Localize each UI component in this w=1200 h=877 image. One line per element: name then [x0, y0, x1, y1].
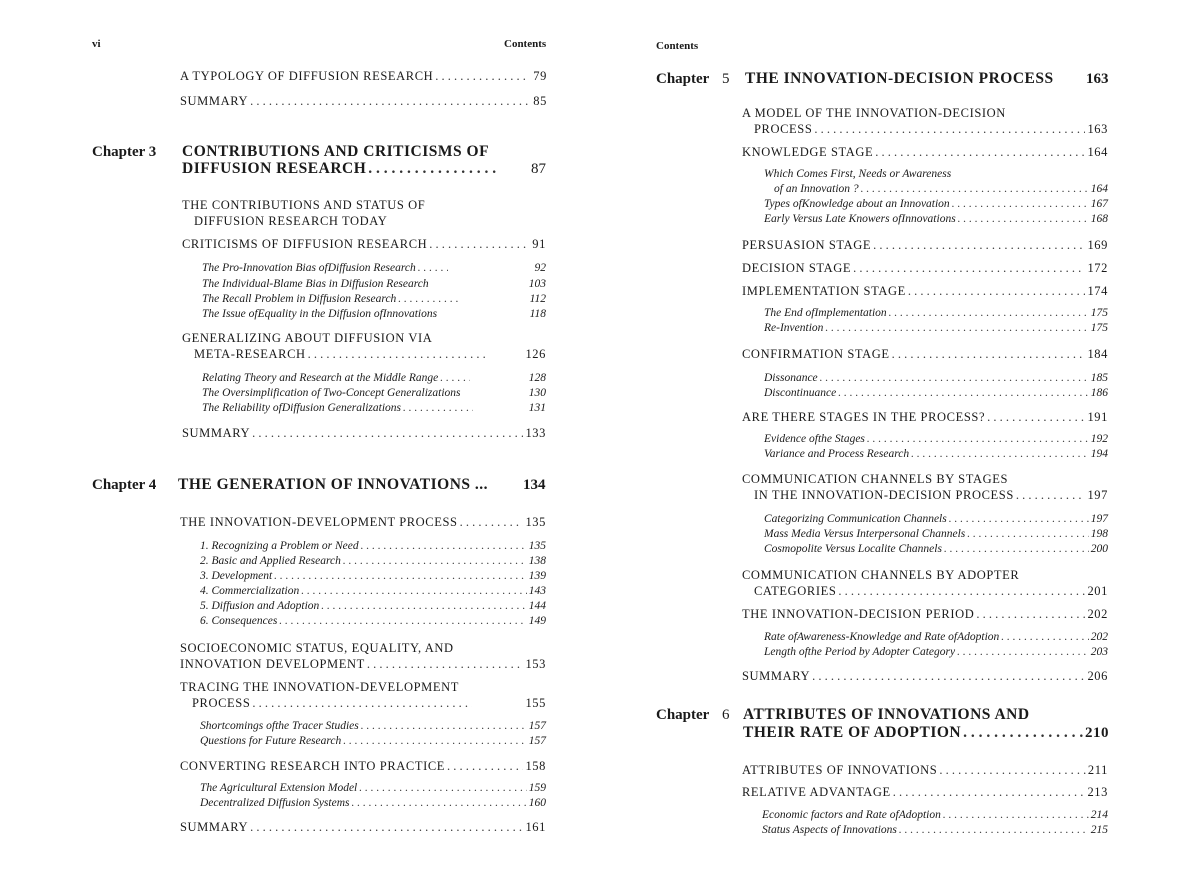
toc-entry-confirmation[interactable]: CONFIRMATION STAGE . . . 184 — [742, 347, 1108, 362]
toc-entry-summary[interactable]: SUMMARY . . . 206 — [742, 669, 1108, 684]
toc-entry-generalizing[interactable]: GENERALIZING ABOUT DIFFUSION VIA — [182, 331, 433, 345]
toc-entry-adopter-line2[interactable]: CATEGORIES . . . 201 — [754, 584, 1108, 599]
toc-entry-period[interactable]: THE INNOVATION-DECISION PERIOD . . . 202 — [742, 607, 1108, 622]
toc-subentry[interactable]: The Reliability ofDiffusion Generalizations . . . 131 — [202, 402, 546, 414]
toc-entry-summary[interactable]: SUMMARY . . . 133 — [182, 426, 546, 441]
toc-subentry[interactable]: Evidence ofthe Stages . . . 192 — [764, 433, 1108, 445]
chapter-page: 163 — [1086, 71, 1109, 87]
entry-page: 85 — [533, 94, 547, 108]
toc-entry-attributes[interactable]: ATTRIBUTES OF INNOVATIONS . . . 211 — [742, 763, 1108, 778]
toc-subentry[interactable]: Length ofthe Period by Adopter Category . . . 203 — [764, 646, 1108, 658]
toc-entry-socioeconomic[interactable]: SOCIOECONOMIC STATUS, EQUALITY, AND — [180, 641, 454, 655]
toc-subentry[interactable]: 2. Basic and Applied Research . . . 138 — [200, 555, 546, 567]
toc-entry-channels-line2[interactable]: IN THE INNOVATION-DECISION PROCESS . . . 197 — [754, 488, 1108, 503]
chapter-number: 6 — [722, 707, 730, 723]
toc-subentry[interactable]: Dissonance . . . 185 — [764, 372, 1108, 384]
toc-entry-tracing[interactable]: TRACING THE INNOVATION-DEVELOPMENT — [180, 680, 459, 694]
toc-entry-socioeconomic-line2[interactable]: INNOVATION DEVELOPMENT . . . 153 — [180, 657, 546, 672]
toc-subentry[interactable]: Economic factors and Rate ofAdoption . . . 214 — [762, 809, 1108, 821]
toc-entry-converting[interactable]: CONVERTING RESEARCH INTO PRACTICE . . . 158 — [180, 759, 546, 774]
toc-entry-contributions-line2[interactable]: DIFFUSION RESEARCH TODAY — [194, 214, 388, 228]
entry-page: 79 — [533, 69, 547, 83]
toc-subentry[interactable]: Categorizing Communication Channels . . . 197 — [764, 513, 1108, 525]
toc-subentry[interactable]: 1. Recognizing a Problem or Need . . . 135 — [200, 540, 546, 552]
chapter-label: Chapter 3 — [92, 144, 157, 160]
toc-subentry[interactable]: The Issue ofEquality in the Diffusion ofInnovations 118 — [202, 308, 546, 320]
toc-subentry[interactable]: 5. Diffusion and Adoption . . . 144 — [200, 600, 546, 612]
toc-subentry[interactable]: Re-Invention . . . 175 — [764, 322, 1108, 334]
running-head: Contents — [504, 38, 547, 50]
toc-entry-model-line2[interactable]: PROCESS . . . 163 — [754, 122, 1108, 137]
toc-subentry[interactable]: Types ofKnowledge about an Innovation . . . 167 — [764, 198, 1108, 210]
toc-subentry[interactable]: Rate ofAwareness-Knowledge and Rate ofAdoption . . . 202 — [764, 631, 1108, 643]
chapter-page: 210 — [1085, 725, 1109, 741]
chapter-title-line2[interactable]: THEIR RATE OF ADOPTION . . . 210 — [743, 724, 1109, 742]
toc-entry-contributions[interactable]: THE CONTRIBUTIONS AND STATUS OF — [182, 198, 426, 212]
chapter-label: Chapter 4 — [92, 477, 157, 493]
toc-subentry[interactable]: Early Versus Late Knowers ofInnovations . . . 168 — [764, 213, 1108, 225]
chapter-number: 5 — [722, 71, 730, 87]
toc-subentry[interactable]: Status Aspects of Innovations . . . 215 — [762, 824, 1108, 836]
toc-subentry[interactable]: 6. Consequences . . . 149 — [200, 615, 546, 627]
toc-subentry[interactable]: The Recall Problem in Diffusion Research . . . 112 — [202, 293, 546, 305]
chapter-page: 134 — [523, 477, 546, 493]
toc-entry-typology[interactable]: A TYPOLOGY OF DIFFUSION RESEARCH . . . 79 — [180, 69, 547, 84]
toc-entry-stages[interactable]: ARE THERE STAGES IN THE PROCESS? . . . 191 — [742, 410, 1108, 425]
toc-subentry[interactable]: Shortcomings ofthe Tracer Studies . . . 157 — [200, 720, 546, 732]
right-page — [600, 0, 1200, 877]
toc-entry-relative-advantage[interactable]: RELATIVE ADVANTAGE . . . 213 — [742, 785, 1108, 800]
toc-subentry[interactable]: Cosmopolite Versus Localite Channels . . . 200 — [764, 543, 1108, 555]
toc-entry-summary[interactable]: SUMMARY . . . 85 — [180, 94, 547, 109]
toc-subentry[interactable]: Variance and Process Research . . . 194 — [764, 448, 1108, 460]
chapter-label: Chapter — [656, 71, 710, 87]
running-head: Contents — [656, 40, 699, 52]
chapter-title[interactable]: CONTRIBUTIONS AND CRITICISMS OF — [182, 143, 490, 160]
toc-entry-generalizing-line2[interactable]: META-RESEARCH . . . 126 — [194, 347, 546, 362]
chapter-title[interactable]: THE GENERATION OF INNOVATIONS ... — [178, 476, 489, 493]
toc-subentry[interactable]: 3. Development . . . 139 — [200, 570, 546, 582]
chapter-title[interactable]: ATTRIBUTES OF INNOVATIONS AND — [743, 706, 1030, 723]
chapter-title-line2[interactable]: DIFFUSION RESEARCH . . . — [182, 160, 498, 178]
toc-entry-persuasion[interactable]: PERSUASION STAGE . . . 169 — [742, 238, 1108, 253]
toc-entry-model[interactable]: A MODEL OF THE INNOVATION-DECISION — [742, 106, 1006, 120]
toc-entry-summary[interactable]: SUMMARY . . . 161 — [180, 820, 546, 835]
toc-subentry[interactable]: 4. Commercialization . . . 143 — [200, 585, 546, 597]
toc-subentry-line2[interactable]: of an Innovation ? . . . 164 — [774, 183, 1108, 195]
chapter-title[interactable]: THE INNOVATION-DECISION PROCESS — [745, 70, 1054, 87]
toc-subentry[interactable]: Decentralized Diffusion Systems . . . 160 — [200, 797, 546, 809]
toc-entry-knowledge[interactable]: KNOWLEDGE STAGE . . . 164 — [742, 145, 1108, 160]
page-number: vi — [92, 38, 101, 50]
toc-subentry[interactable]: The Agricultural Extension Model . . . 159 — [200, 782, 546, 794]
chapter-label: Chapter — [656, 707, 710, 723]
toc-subentry[interactable]: Mass Media Versus Interpersonal Channels . . . 198 — [764, 528, 1108, 540]
toc-subentry[interactable]: The End ofImplementation . . . 175 — [764, 307, 1108, 319]
toc-subentry[interactable]: The Pro-Innovation Bias ofDiffusion Research . . . 92 — [202, 262, 546, 274]
toc-subentry[interactable]: The Oversimplification of Two-Concept Generalizations 130 — [202, 387, 546, 399]
toc-subentry[interactable]: Discontinuance . . . 186 — [764, 387, 1108, 399]
chapter-page: 87 — [531, 161, 546, 177]
toc-entry-decision[interactable]: DECISION STAGE . . . 172 — [742, 261, 1108, 276]
toc-subentry[interactable]: Which Comes First, Needs or Awareness — [764, 168, 952, 180]
toc-subentry[interactable]: The Individual-Blame Bias in Diffusion Research 103 — [202, 278, 546, 290]
toc-subentry[interactable]: Relating Theory and Research at the Middle Range . . . 128 — [202, 372, 546, 384]
toc-subentry[interactable]: Questions for Future Research . . . 157 — [200, 735, 546, 747]
toc-entry-idp[interactable]: THE INNOVATION-DEVELOPMENT PROCESS . . . 135 — [180, 515, 546, 530]
toc-entry-adopter[interactable]: COMMUNICATION CHANNELS BY ADOPTER — [742, 568, 1020, 582]
toc-entry-tracing-line2[interactable]: PROCESS . . . 155 — [192, 696, 546, 711]
toc-entry-criticisms[interactable]: CRITICISMS OF DIFFUSION RESEARCH . . . 91 — [182, 237, 546, 252]
toc-entry-channels[interactable]: COMMUNICATION CHANNELS BY STAGES — [742, 472, 1009, 486]
toc-entry-implementation[interactable]: IMPLEMENTATION STAGE . . . 174 — [742, 284, 1108, 299]
